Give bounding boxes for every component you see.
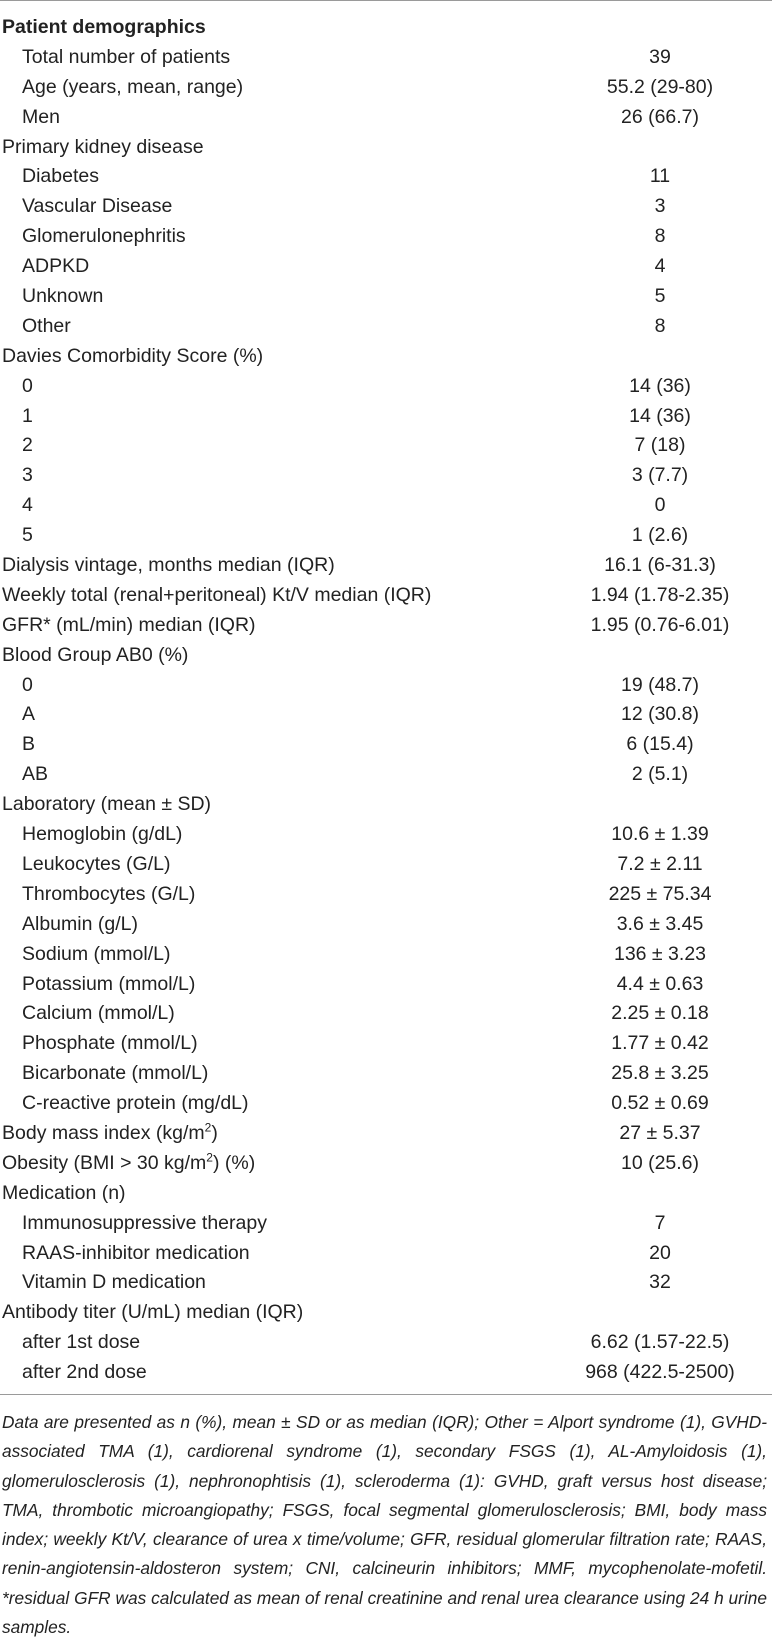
row-label: AB	[22, 763, 49, 786]
row-label: Diabetes	[22, 165, 99, 188]
row-value: 6 (15.4)	[626, 733, 694, 756]
row-value: 5	[654, 285, 666, 308]
row-value: 7.2 ± 2.11	[617, 852, 703, 875]
row-value: 16.1 (6-31.3)	[604, 554, 716, 577]
table-row	[0, 969, 772, 999]
row-label: after 1st dose	[22, 1331, 141, 1354]
table-row	[0, 819, 772, 849]
row-label-suffix: ) (%)	[212, 1151, 256, 1174]
row-value: 25.8 ± 3.25	[611, 1062, 709, 1085]
row-label: 0	[22, 673, 33, 696]
row-label: Dialysis vintage, months median (IQR)	[2, 554, 335, 577]
table-row	[0, 1178, 772, 1208]
table-row	[0, 1297, 772, 1327]
row-label: 5	[22, 524, 33, 547]
table-row	[0, 849, 772, 879]
row-value: 0.52 ± 0.69	[611, 1092, 709, 1115]
table-title-row	[0, 12, 772, 42]
table-row	[0, 580, 772, 610]
table-row	[0, 610, 772, 640]
table-row	[0, 191, 772, 221]
row-label: Medication (n)	[2, 1181, 126, 1204]
table-row	[0, 161, 772, 191]
row-value: 3.6 ± 3.45	[616, 912, 704, 935]
row-label: Immunosuppressive therapy	[22, 1211, 267, 1234]
table-footnote: Data are presented as n (%), mean ± SD or as median (IQR); Other = Alport syndrome (1), GVHD-associated TMA (1), cardiorenal syndrome (1), secondary FSGS (1), AL-Amyloidosis (1), glomerulosclerosis (1), nephronophtisis (1), scleroderma (1): GVHD, graft versus host disease; TMA, thrombotic microangiopathy; FSGS, focal segmental glomerulosclerosis; BMI, body mass index; weekly Kt/V, clearance of urea x time/volume; GFR, residual glomerular filtration rate; RAAS, renin-angiotensin-aldosteron system; CNI, calcineurin inhibitors; MMF, mycophenolate-mofetil. *residual GFR was calculated as mean of renal creatinine and renal urea clearance using 24 h urine samples.	[2, 1412, 767, 1638]
row-value: 39	[649, 45, 671, 68]
row-value: 55.2 (29-80)	[606, 75, 714, 98]
row-value: 10.6 ± 1.39	[611, 823, 709, 846]
row-value: 12 (30.8)	[620, 703, 700, 726]
row-label: Hemoglobin (g/dL)	[22, 823, 183, 846]
row-label-superscript: 2	[204, 1120, 212, 1135]
row-value: 2.25 ± 0.18	[611, 1002, 709, 1025]
row-label: Blood Group AB0 (%)	[2, 643, 189, 666]
table-row	[0, 1088, 772, 1118]
row-value: 10 (25.6)	[620, 1151, 700, 1174]
table-row	[0, 490, 772, 520]
table-row	[0, 1148, 772, 1178]
row-label: Thrombocytes (G/L)	[22, 882, 196, 905]
row-value: 6.62 (1.57-22.5)	[590, 1331, 730, 1354]
row-label: C-reactive protein (mg/dL)	[22, 1092, 249, 1115]
row-label-suffix: )	[211, 1121, 218, 1144]
row-value: 11	[649, 165, 671, 188]
table-row	[0, 909, 772, 939]
table-row	[0, 1058, 772, 1088]
table-row	[0, 371, 772, 401]
table-row	[0, 1028, 772, 1058]
row-label: Calcium (mmol/L)	[22, 1002, 175, 1025]
table-row	[0, 729, 772, 759]
table-row	[0, 640, 772, 670]
row-value: 8	[654, 225, 666, 248]
row-label: Primary kidney disease	[2, 135, 204, 158]
row-label: after 2nd dose	[22, 1361, 147, 1384]
table-row	[0, 699, 772, 729]
row-label: 0	[22, 374, 33, 397]
table-row	[0, 1357, 772, 1387]
table-row	[0, 221, 772, 251]
row-value: 2 (5.1)	[631, 763, 689, 786]
row-label: Unknown	[22, 285, 104, 308]
row-value: 19 (48.7)	[620, 673, 700, 696]
row-value: 8	[654, 314, 666, 337]
table-row	[0, 42, 772, 72]
row-value: 225 ± 75.34	[608, 882, 712, 905]
demographics-table	[0, 12, 772, 1387]
table-row	[0, 281, 772, 311]
row-label	[2, 1148, 255, 1178]
table-row	[0, 550, 772, 580]
row-value: 27 ± 5.37	[619, 1121, 701, 1144]
row-value: 26 (66.7)	[620, 105, 700, 128]
row-value: 14 (36)	[629, 404, 691, 427]
row-value: 136 ± 3.23	[613, 942, 707, 965]
table-row	[0, 759, 772, 789]
row-label: Vitamin D medication	[22, 1271, 206, 1294]
row-value: 968 (422.5-2500)	[585, 1361, 735, 1384]
row-label: Age (years, mean, range)	[22, 75, 244, 98]
row-label: Other	[22, 314, 71, 337]
table-row	[0, 1118, 772, 1148]
row-label: Leukocytes (G/L)	[22, 852, 171, 875]
row-label: Bicarbonate (mmol/L)	[22, 1062, 209, 1085]
row-label: 1	[22, 404, 33, 427]
row-label: Glomerulonephritis	[22, 225, 186, 248]
row-value: 32	[649, 1271, 671, 1294]
table-row	[0, 460, 772, 490]
table-row	[0, 1267, 772, 1297]
table-title: Patient demographics	[2, 16, 206, 38]
row-value: 14 (36)	[629, 374, 691, 397]
row-label: RAAS-inhibitor medication	[22, 1241, 250, 1264]
table-row	[0, 789, 772, 819]
table-row	[0, 939, 772, 969]
row-label-superscript: 2	[206, 1150, 213, 1165]
row-value: 1.94 (1.78-2.35)	[590, 583, 730, 606]
row-label: Potassium (mmol/L)	[22, 972, 196, 995]
row-label: A	[22, 703, 36, 726]
row-value: 4	[654, 255, 666, 278]
row-label: Phosphate (mmol/L)	[22, 1032, 198, 1055]
table-row	[0, 401, 772, 431]
row-label: Weekly total (renal+peritoneal) Kt/V median (IQR)	[2, 583, 432, 606]
table-row	[0, 102, 772, 132]
row-label-text: Obesity (BMI > 30 kg/m	[2, 1151, 207, 1174]
row-label: Laboratory (mean ± SD)	[2, 793, 212, 816]
row-value: 20	[649, 1241, 671, 1264]
row-value: 0	[654, 494, 666, 517]
table-row	[0, 1327, 772, 1357]
row-label	[2, 1118, 218, 1148]
table-row	[0, 311, 772, 341]
row-label: 3	[22, 464, 33, 487]
row-label: Sodium (mmol/L)	[22, 942, 171, 965]
table-row	[0, 998, 772, 1028]
row-value: 1.77 ± 0.42	[611, 1032, 709, 1055]
row-label-text: Body mass index (kg/m	[2, 1121, 205, 1144]
table-row	[0, 430, 772, 460]
row-label: Davies Comorbidity Score (%)	[2, 344, 264, 367]
row-label: Total number of patients	[22, 45, 231, 68]
row-label: Albumin (g/L)	[22, 912, 138, 935]
table-row	[0, 1208, 772, 1238]
row-label: B	[22, 733, 36, 756]
bottom-rule	[0, 1394, 772, 1395]
table-row	[0, 520, 772, 550]
table-row	[0, 72, 772, 102]
row-value: 3	[654, 195, 666, 218]
row-value: 1 (2.6)	[631, 524, 689, 547]
row-label: Men	[22, 105, 60, 128]
row-label: 2	[22, 434, 33, 457]
table-row	[0, 341, 772, 371]
row-label: ADPKD	[22, 255, 90, 278]
row-value: 4.4 ± 0.63	[616, 972, 704, 995]
row-label: Antibody titer (U/mL) median (IQR)	[2, 1301, 304, 1324]
table-row	[0, 251, 772, 281]
row-value: 3 (7.7)	[631, 464, 689, 487]
table-row	[0, 879, 772, 909]
row-value: 7 (18)	[634, 434, 686, 457]
table-row	[0, 132, 772, 162]
row-label: GFR* (mL/min) median (IQR)	[2, 613, 256, 636]
row-label: 4	[22, 494, 33, 517]
row-value: 1.95 (0.76-6.01)	[590, 613, 730, 636]
row-value: 7	[654, 1211, 666, 1234]
table-row	[0, 670, 772, 700]
table-row	[0, 1238, 772, 1268]
row-label: Vascular Disease	[22, 195, 173, 218]
top-rule	[0, 0, 772, 1]
